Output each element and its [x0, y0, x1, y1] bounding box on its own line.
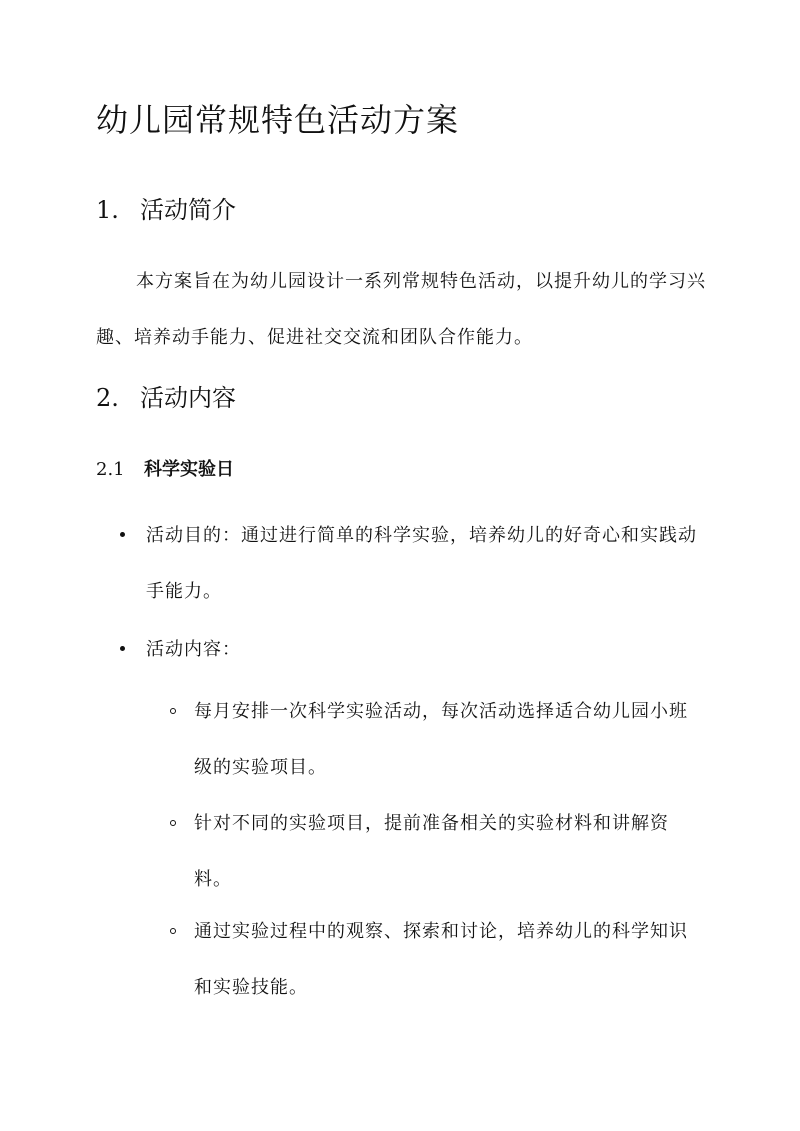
section-number: 1.	[96, 196, 119, 224]
list-item-text: 活动内容：	[146, 639, 241, 660]
bullet-icon	[120, 646, 125, 651]
bullet-icon	[120, 532, 125, 537]
list-item-text: 活动目的：通过进行简单的科学实验，培养幼儿的好奇心和实践动手能力。	[146, 525, 697, 602]
sub-list-item-text: 针对不同的实验项目，提前准备相关的实验材料和讲解资料。	[194, 813, 669, 890]
subsection-title: 科学实验日	[144, 459, 234, 480]
section-title: 活动简介	[140, 196, 236, 224]
document-title: 幼儿园常规特色活动方案	[96, 101, 460, 139]
circle-bullet-icon	[170, 708, 176, 714]
sub-list-item-text: 每月安排一次科学实验活动，每次活动选择适合幼儿园小班级的实验项目。	[194, 701, 688, 778]
section-heading-intro	[96, 192, 236, 228]
sub-list-item-text: 通过实验过程中的观察、探索和讨论，培养幼儿的科学知识和实验技能。	[194, 921, 688, 998]
section-heading-content	[96, 380, 236, 416]
intro-paragraph: 本方案旨在为幼儿园设计一系列常规特色活动，以提升幼儿的学习兴趣、培养动手能力、促进社交交流和团队合作能力。	[96, 271, 706, 348]
section-number: 2.	[96, 384, 119, 412]
subsection-heading-science-day	[96, 456, 234, 484]
circle-bullet-icon	[170, 820, 176, 826]
subsection-number: 2.1	[96, 459, 125, 480]
section-title: 活动内容	[140, 384, 236, 412]
circle-bullet-icon	[170, 928, 176, 934]
